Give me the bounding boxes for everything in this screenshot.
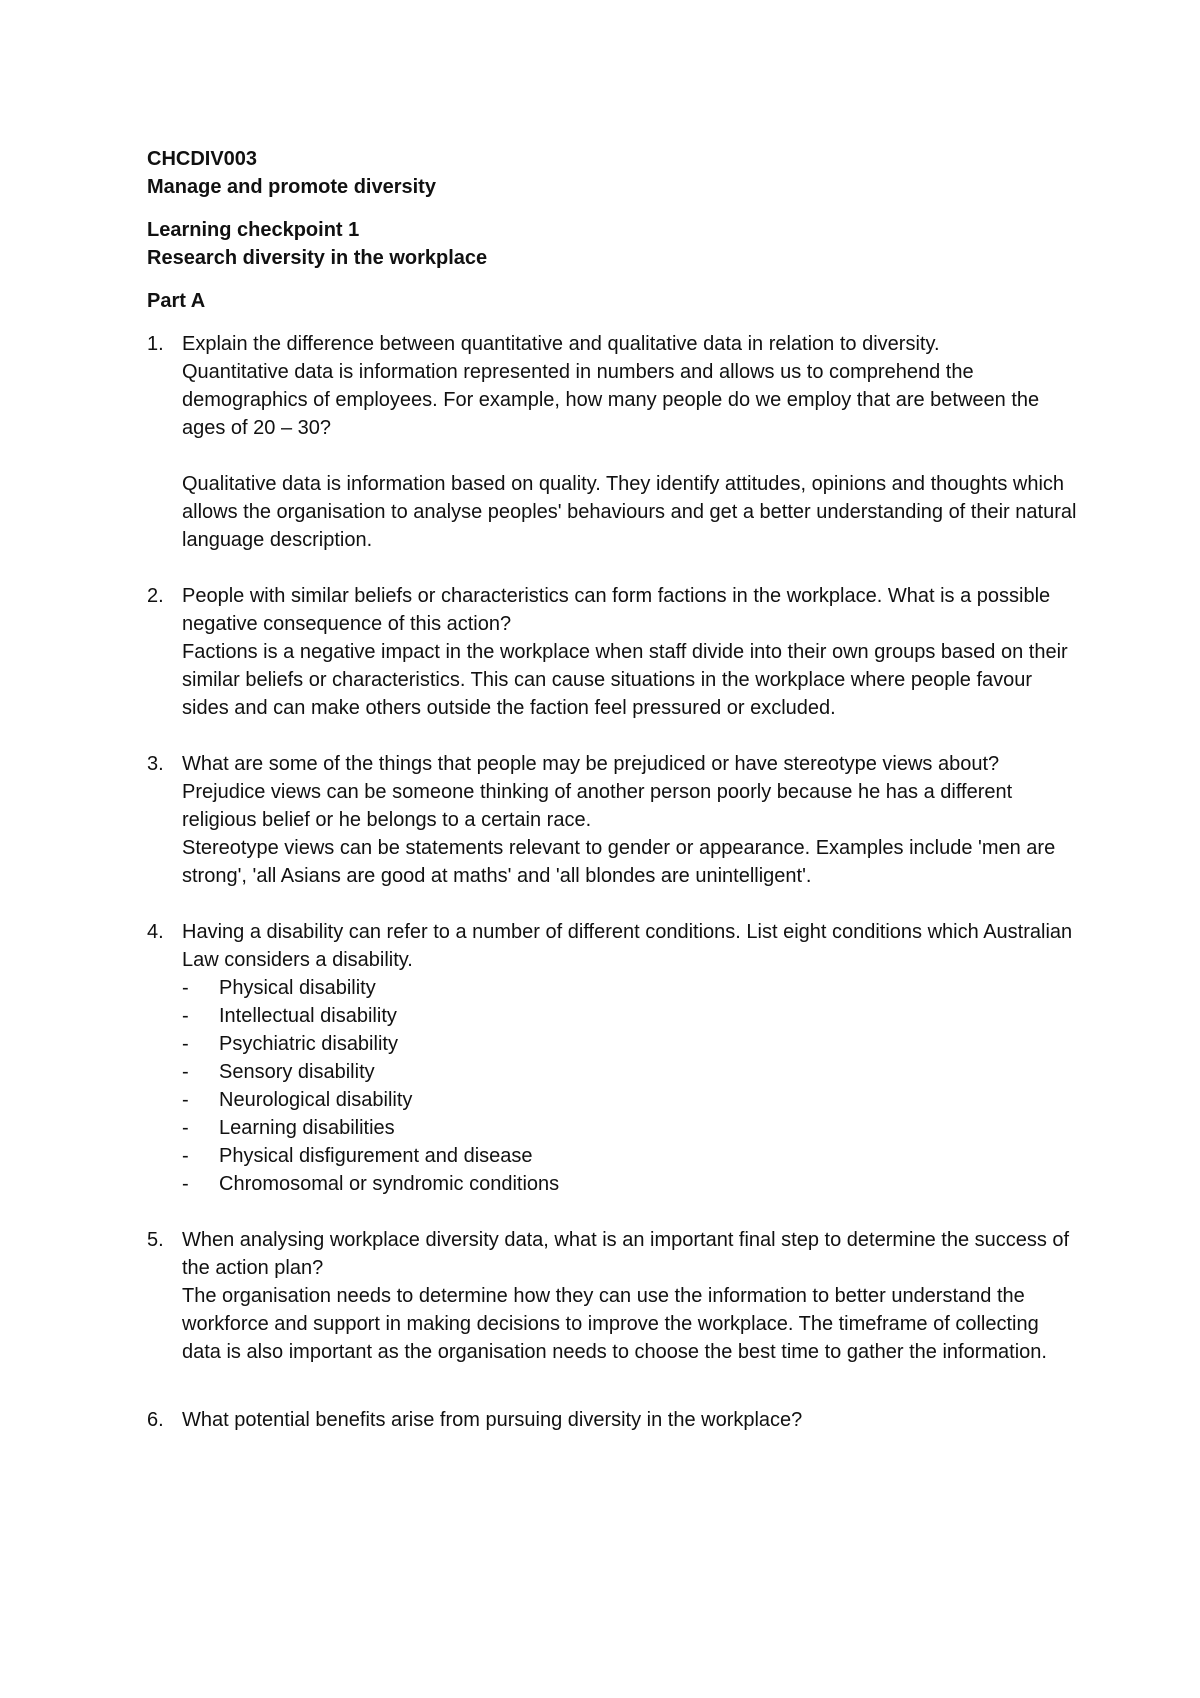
list-bullet: - (182, 977, 189, 999)
answer-text: Prejudice views can be someone thinking of another person poorly because he has a different religious belief or he belongs to a certain race. (182, 781, 1013, 831)
list-bullet: - (182, 1173, 189, 1195)
question-1 (147, 330, 1077, 554)
list-item-text: Physical disability (219, 977, 376, 999)
list-item-text: Chromosomal or syndromic conditions (219, 1173, 560, 1195)
list-item-text: Intellectual disability (219, 1005, 397, 1027)
list-bullet: - (182, 1145, 189, 1167)
part-heading: Part A (147, 290, 206, 312)
question-number: 5. (147, 1229, 164, 1251)
question-3 (147, 750, 1077, 890)
question-number: 1. (147, 333, 164, 355)
list-item (182, 1086, 1077, 1114)
list-item-text: Physical disfigurement and disease (219, 1145, 533, 1167)
list-item-text: Neurological disability (219, 1089, 413, 1111)
question-text: What are some of the things that people may be prejudiced or have stereotype views about? (182, 753, 1000, 775)
list-bullet: - (182, 1117, 189, 1139)
answer-text: Factions is a negative impact in the workplace when staff divide into their own groups based on their similar beliefs or characteristics. This can cause situations in the workplace where people favour sides and can make others outside the faction feel pressured or excluded. (182, 641, 1068, 719)
list-bullet: - (182, 1033, 189, 1055)
question-text: Explain the difference between quantitative and qualitative data in relation to diversity. (182, 333, 940, 355)
unit-title: Manage and promote diversity (147, 176, 436, 198)
question-5 (147, 1226, 1077, 1366)
checkpoint-heading: Learning checkpoint 1 (147, 219, 360, 241)
question-number: 4. (147, 921, 164, 943)
list-item (182, 974, 1077, 1002)
question-number: 3. (147, 753, 164, 775)
question-text: When analysing workplace diversity data, what is an important final step to determine the success of the action plan? (182, 1229, 1070, 1279)
question-number: 2. (147, 585, 164, 607)
list-item (182, 1002, 1077, 1030)
question-number: 6. (147, 1409, 164, 1431)
question-2 (147, 582, 1077, 722)
checkpoint-title: Research diversity in the workplace (147, 247, 488, 269)
list-item (182, 1058, 1077, 1086)
answer-text: The organisation needs to determine how they can use the information to better understand the workforce and support in making decisions to improve the workplace. The timeframe of collecting data is also important as the organisation needs to choose the best time to gather the information. (182, 1285, 1047, 1363)
unit-code: CHCDIV003 (147, 148, 258, 170)
disability-list (182, 974, 1077, 1198)
list-item (182, 1030, 1077, 1058)
list-item (182, 1142, 1077, 1170)
answer-text: Quantitative data is information represented in numbers and allows us to comprehend the demographics of employees. For example, how many people do we employ that are between the ages of 20 – 30? (182, 361, 1040, 439)
list-item-text: Psychiatric disability (219, 1033, 398, 1055)
question-text: People with similar beliefs or characteristics can form factions in the workplace. What is a possible negative consequence of this action? (182, 585, 1051, 635)
list-item-text: Sensory disability (219, 1061, 375, 1083)
list-bullet: - (182, 1089, 189, 1111)
question-6 (147, 1406, 1077, 1434)
question-text: Having a disability can refer to a number of different conditions. List eight conditions which Australian Law considers a disability. (182, 921, 1073, 971)
document-page (147, 145, 1077, 1434)
answer-text: Stereotype views can be statements relevant to gender or appearance. Examples include 'men are strong', 'all Asians are good at maths' and 'all blondes are unintelligent'. (182, 837, 1056, 887)
list-item-text: Learning disabilities (219, 1117, 395, 1139)
list-bullet: - (182, 1061, 189, 1083)
list-item (182, 1170, 1077, 1198)
question-4 (147, 918, 1077, 1198)
list-bullet: - (182, 1005, 189, 1027)
answer-text: Qualitative data is information based on quality. They identify attitudes, opinions and thoughts which allows the organisation to analyse peoples' behaviours and get a better understanding of their natural language description. (182, 473, 1077, 551)
question-text: What potential benefits arise from pursuing diversity in the workplace? (182, 1409, 803, 1431)
list-item (182, 1114, 1077, 1142)
